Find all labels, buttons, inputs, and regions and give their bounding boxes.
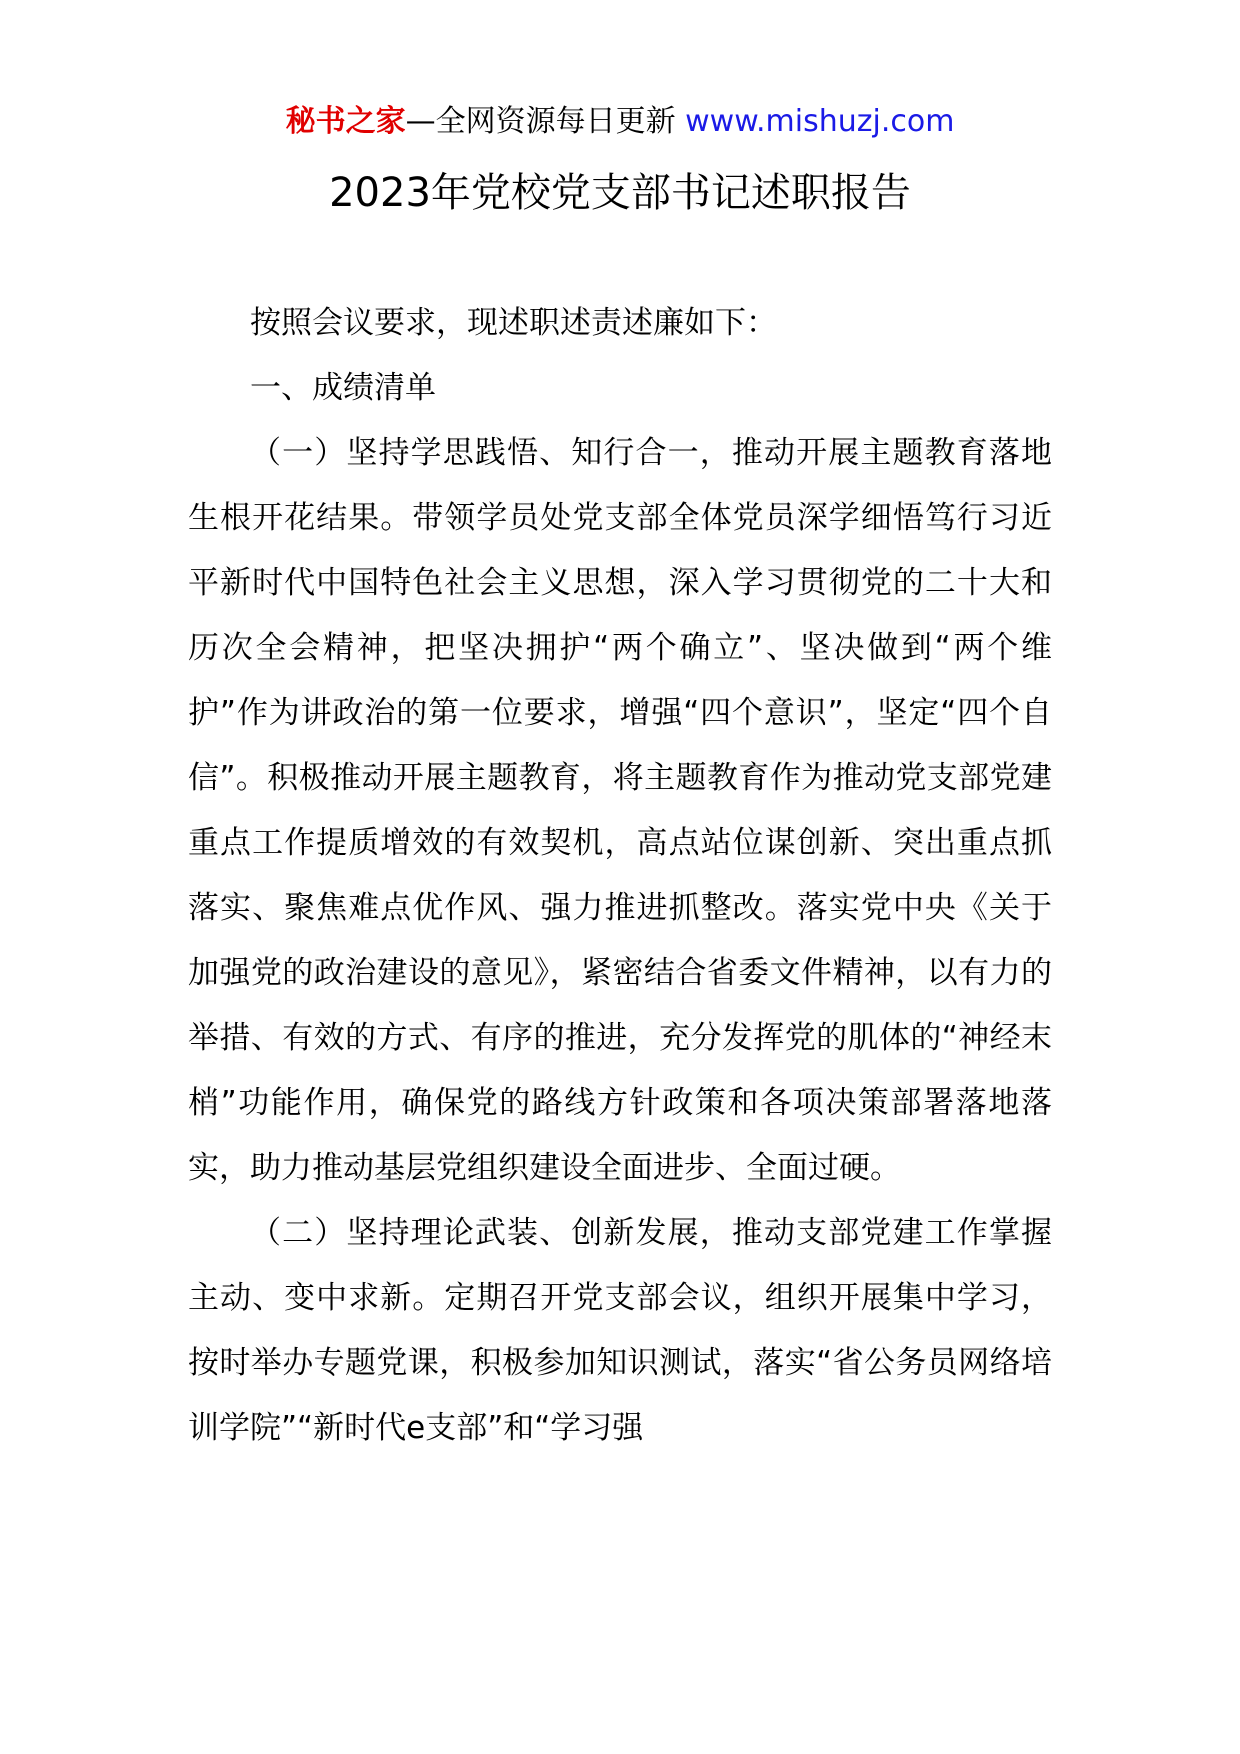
section-heading-1: 一、成绩清单 bbox=[250, 370, 436, 406]
site-url-link[interactable]: www.mishuzj.com bbox=[685, 104, 955, 139]
site-header bbox=[0, 102, 1240, 142]
paragraph-1: （一）坚持学思践悟、知行合一，推动开展主题教育落地生根开花结果。带领学员处党支部全体党员深学细悟笃行习近平新时代中国特色社会主义思想，深入学习贯彻党的二十大和历次全会精神，把坚决拥护“两个确立”、坚决做到“两个维护”作为讲政治的第一位要求，增强“四个意识”，坚定“四个自信”。积极推动开展主题教育，将主题教育作为推动党支部党建重点工作提质增效的有效契机，高点站位谋创新、突出重点抓落实、聚焦难点优作风、强力推进抓整改。落实党中央《关于加强党的政治建设的意见》，紧密结合省委文件精神，以有力的举措、有效的方式、有序的推进，充分发挥党的肌体的“神经末梢”功能作用，确保党的路线方针政策和各项决策部署落地落实，助力推动基层党组织建设全面进步、全面过硬。 bbox=[188, 435, 1052, 1186]
site-brand: 秘书之家 bbox=[285, 104, 406, 139]
document-title: 2023年党校党支部书记述职报告 bbox=[329, 170, 911, 216]
paragraph-intro: 按照会议要求，现述职述责述廉如下： bbox=[250, 305, 777, 341]
document-body bbox=[188, 291, 1052, 1461]
site-slogan: —全网资源每日更新 bbox=[405, 104, 686, 139]
paragraph-2: （二）坚持理论武装、创新发展，推动支部党建工作掌握主动、变中求新。定期召开党支部会议，组织开展集中学习，按时举办专题党课，积极参加知识测试，落实“省公务员网络培训学院”“新时代e支部”和“学习强 bbox=[188, 1215, 1052, 1446]
